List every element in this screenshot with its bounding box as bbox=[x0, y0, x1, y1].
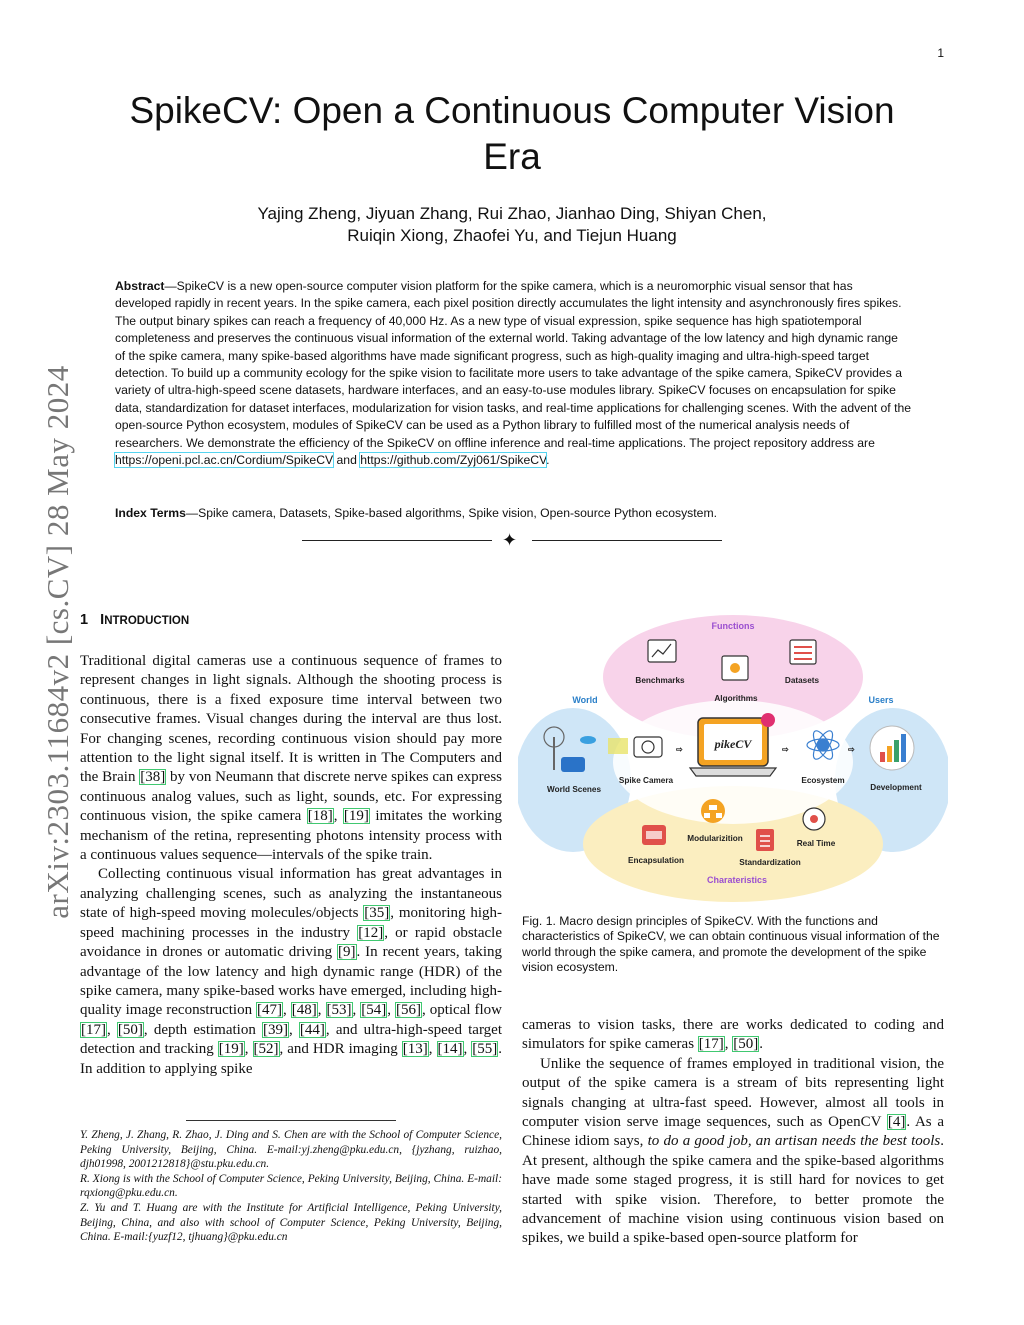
ecosystem-label: Ecosystem bbox=[801, 776, 845, 785]
footnote-1: Y. Zheng, J. Zhang, R. Zhao, J. Ding and S. Chen are with the School of Computer Science, Peking University, Beijing, China. E-mail:yj.zheng@pku.edu.cn, {jyzhang, ruizhao, djh01998, 2001212818}@stu.pku.edu.cn. bbox=[80, 1129, 502, 1171]
citation-link[interactable]: [56] bbox=[395, 1002, 421, 1019]
figure-1-diagram bbox=[518, 612, 948, 907]
citation-link[interactable]: [47] bbox=[257, 1002, 283, 1019]
citation-link[interactable]: [12] bbox=[358, 924, 384, 941]
citation-link[interactable]: [4] bbox=[887, 1114, 906, 1131]
encapsulation-icon bbox=[642, 825, 666, 845]
abstract-end: . bbox=[546, 453, 550, 468]
citation-link[interactable]: [48] bbox=[291, 1002, 317, 1019]
citation-link[interactable]: [35] bbox=[364, 905, 390, 922]
left-column-body bbox=[80, 652, 502, 1079]
text-run: , bbox=[317, 1002, 326, 1019]
users-title: Users bbox=[868, 695, 894, 705]
citation-link[interactable]: [55] bbox=[472, 1041, 498, 1058]
caption-label: Fig. 1. bbox=[522, 914, 556, 928]
citation-link[interactable]: [9] bbox=[338, 944, 356, 961]
citation-link[interactable]: [52] bbox=[253, 1041, 279, 1058]
index-terms-label: Index Terms bbox=[115, 506, 186, 520]
text-run: cameras to vision tasks, there are works dedicated to coding and simulators for spike cameras bbox=[522, 1017, 944, 1053]
modularization-label: Modularizition bbox=[687, 834, 743, 843]
text-run: . As a Chinese idiom says, bbox=[522, 1114, 944, 1150]
arxiv-stamp: arXiv:2303.11684v2 [cs.CV] 28 May 2024 bbox=[40, 365, 75, 919]
text-run: , bbox=[463, 1041, 472, 1058]
citation-link[interactable]: [14] bbox=[437, 1041, 463, 1058]
citation-link[interactable]: [18] bbox=[307, 808, 333, 825]
real-time-label: Real Time bbox=[796, 839, 836, 848]
text-run: . In addition to applying spike bbox=[80, 1041, 503, 1077]
separator-star: ✦ bbox=[502, 530, 518, 550]
text-run: , bbox=[289, 1021, 299, 1038]
separator-line-left bbox=[302, 540, 492, 541]
citation-link[interactable]: [19] bbox=[218, 1041, 244, 1058]
characteristics-title: Charateristics bbox=[706, 875, 768, 885]
algorithms-icon bbox=[722, 656, 748, 680]
benchmarks-label: Benchmarks bbox=[635, 676, 685, 685]
text-run: , monitoring high-speed machining processes in the industry bbox=[80, 905, 503, 941]
author-line-2: Ruiqin Xiong, Zhaofei Yu, and Tiejun Huang bbox=[347, 226, 677, 245]
text-run: , bbox=[333, 808, 343, 825]
citation-link[interactable]: [39] bbox=[263, 1021, 288, 1038]
standardization-label: Standardization bbox=[739, 858, 801, 867]
arrow-icon: ⇨ bbox=[676, 745, 683, 754]
text-run: , and ultra-high-speed target detection and tracking bbox=[80, 1021, 503, 1058]
text-run: . In recent years, taking advantage of the low latency and high dynamic range (HDR) of the spike camera, many spike-based works have emerged, including high-quality image reconstruction bbox=[80, 944, 502, 1019]
text-run: , bbox=[244, 1041, 253, 1058]
datasets-icon bbox=[790, 640, 816, 664]
footnote-2: R. Xiong is with the School of Computer Science, Peking University, Beijing, China. E-mail: rqxiong@pku.edu.cn. bbox=[80, 1172, 502, 1200]
text-run: , bbox=[428, 1041, 437, 1058]
repo-link-github[interactable]: https://github.com/Zyj061/SpikeCV bbox=[360, 453, 547, 468]
world-title: World bbox=[572, 695, 598, 705]
page-number: 1 bbox=[937, 46, 944, 60]
figure-1-caption bbox=[522, 914, 944, 976]
intro-paragraph-3 bbox=[522, 1016, 944, 1055]
author-list bbox=[160, 203, 864, 247]
text-run: , depth estimation bbox=[143, 1021, 262, 1038]
citation-link[interactable]: [19] bbox=[343, 808, 369, 825]
citation-link[interactable]: [44] bbox=[299, 1021, 325, 1038]
repo-link-openi[interactable]: https://openi.pcl.ac.cn/Cordium/SpikeCV bbox=[115, 453, 334, 468]
citation-link[interactable]: [17] bbox=[698, 1036, 724, 1053]
intro-paragraph-4 bbox=[522, 1055, 944, 1249]
text-run: Traditional digital cameras use a continuous sequence of frames to represent changes in light signals. Although the shooting process is continuous, there is a fixed exposure time interval between two consecutive frames. Visual changes during the interval are thus lost. For changing scenes, recording continuous vision should pay more attention to the light signal itself. It is written in The Computers and the Brain bbox=[80, 653, 502, 786]
arrow-icon: ⇨ bbox=[782, 745, 789, 754]
text-run: Collecting continuous visual information has great advantages in analyzing challenging scenes, such as analyzing the instantaneous state of high-speed moving molecules/objects bbox=[80, 866, 502, 922]
intro-paragraph-2 bbox=[80, 865, 502, 1078]
citation-link[interactable]: [13] bbox=[402, 1041, 428, 1058]
index-terms-text: —Spike camera, Datasets, Spike-based algorithms, Spike vision, Open-source Python ecosystem. bbox=[185, 506, 717, 520]
encapsulation-label: Encapsulation bbox=[628, 856, 684, 865]
functions-title: Functions bbox=[711, 621, 755, 631]
text-run: , bbox=[387, 1002, 395, 1019]
text-run: , bbox=[283, 1002, 291, 1019]
caption-text: Macro design principles of SpikeCV. With the functions and characteristics of SpikeCV, we can obtain continuous visual information of the world through the spike camera, and promote the development of the spike vision ecosystem. bbox=[522, 914, 940, 975]
citation-link[interactable]: [38] bbox=[140, 769, 166, 786]
text-run: by von Neumann that discrete nerve spikes can express continuous analog values, such as light, sounds, etc. For expressing continuous vision, the spike camera bbox=[80, 769, 502, 825]
text-run: imitates the working mechanism of the retina, representing photons intensity process with a continuous values sequence—intervals of the spike train. bbox=[80, 808, 502, 864]
world-scenes-label: World Scenes bbox=[547, 785, 601, 794]
benchmarks-icon bbox=[648, 640, 676, 662]
text-run: , bbox=[352, 1002, 361, 1019]
section-number: 1 bbox=[80, 612, 89, 628]
modularization-icon bbox=[701, 799, 725, 823]
intro-paragraph-1 bbox=[80, 652, 502, 865]
standardization-icon bbox=[756, 829, 774, 851]
author-line-1: Yajing Zheng, Jiyuan Zhang, Rui Zhao, Jianhao Ding, Shiyan Chen, bbox=[257, 204, 767, 223]
idiom-italic: to do a good job, an artisan needs the best tools bbox=[647, 1133, 941, 1150]
abstract-label: Abstract bbox=[115, 279, 165, 293]
spike-camera-label: Spike Camera bbox=[618, 776, 674, 785]
abstract bbox=[115, 278, 911, 469]
citation-link[interactable]: [50] bbox=[733, 1036, 759, 1053]
citation-link[interactable]: [53] bbox=[326, 1002, 352, 1019]
text-run: , bbox=[107, 1021, 117, 1038]
footnote-rule bbox=[186, 1120, 396, 1121]
text-run: , or rapid obstacle avoidance in drones or automatic driving bbox=[80, 924, 502, 961]
spikecv-logo: pikeCV bbox=[714, 737, 752, 751]
section-heading-introduction bbox=[80, 612, 189, 628]
paper-title: SpikeCV: Open a Continuous Computer Vision Era bbox=[129, 90, 895, 177]
text-run: . At present, although the spike camera and the spike-based algorithms have made some staged progress, it is still hard for novices to get started with spike vision. Therefore, to better promote the advancement of machine vision using continuous vision based on spikes, we build a spike-based open-source platform for bbox=[522, 1133, 944, 1247]
index-terms bbox=[115, 505, 911, 522]
separator-line-right bbox=[532, 540, 722, 541]
text-run: . bbox=[759, 1036, 764, 1053]
section-title-rest: NTRODUCTION bbox=[104, 615, 190, 627]
section-title-initial: I bbox=[100, 612, 105, 628]
footnote-3: Z. Yu and T. Huang are with the Institute for Artificial Intelligence, Peking University, Beijing, China, and also with school of Computer Science, Peking University, Beijing, China. E-mail:{yuzf12, tjhuang}@pku.edu.cn bbox=[80, 1201, 502, 1244]
right-column-body bbox=[522, 1016, 944, 1249]
datasets-label: Datasets bbox=[784, 676, 820, 685]
abstract-text: —SpikeCV is a new open-source computer vision platform for the spike camera, which is a neuromorphic visual sensor that has developed rapidly in recent years. In the spike camera, each pixel position directly accumulates the light intensity and asynchronously fires spikes. The output binary spikes can reach a frequency of 40,000 Hz. As a new type of visual expression, spike sequence has high spatiotemporal completeness and preserves the continuous visual information of the external world. Taking advantage of the low latency and high dynamic range of the spike camera, many spike-based algorithms have made significant progress, such as high-quality imaging and ultra-high-speed target detection. To build up a community ecology for the spike vision to facilitate more users to take advantage of the spike camera, SpikeCV provides a variety of ultra-high-speed scene datasets, hardware interfaces, and an easy-to-use modules library. SpikeCV focuses on encapsulation for spike data, standardization for dataset interfaces, modularization for vision tasks, and real-time applications for challenging scenes. With the advent of the open-source Python ecosystem, modules of SpikeCV can be used as a Python library to fulfilled most of the numerical analysis needs of researchers. We demonstrate the efficiency of the SpikeCV on offline inference and real-time applications. The project repository address are bbox=[115, 279, 912, 450]
spike-camera-icon bbox=[608, 737, 662, 757]
text-run: , and HDR imaging bbox=[279, 1041, 402, 1058]
text-run: , bbox=[724, 1036, 733, 1053]
citation-link[interactable]: [50] bbox=[117, 1021, 143, 1038]
development-label: Development bbox=[870, 783, 922, 792]
algorithms-label: Algorithms bbox=[714, 694, 758, 703]
abstract-and: and bbox=[333, 453, 361, 468]
footnotes bbox=[80, 1128, 502, 1245]
citation-link[interactable]: [17] bbox=[81, 1021, 106, 1038]
citation-link[interactable]: [54] bbox=[361, 1002, 387, 1019]
text-run: Unlike the sequence of frames employed in traditional vision, the output of the spike camera is a stream of bits representing light signals changing at ultra-fast speed. However, almost all tools in computer vision serve image sequences, such as OpenCV bbox=[522, 1055, 944, 1131]
development-icon bbox=[870, 726, 914, 770]
arrow-icon: ⇨ bbox=[848, 745, 855, 754]
text-run: , optical flow bbox=[421, 1002, 503, 1019]
real-time-icon bbox=[803, 808, 825, 830]
